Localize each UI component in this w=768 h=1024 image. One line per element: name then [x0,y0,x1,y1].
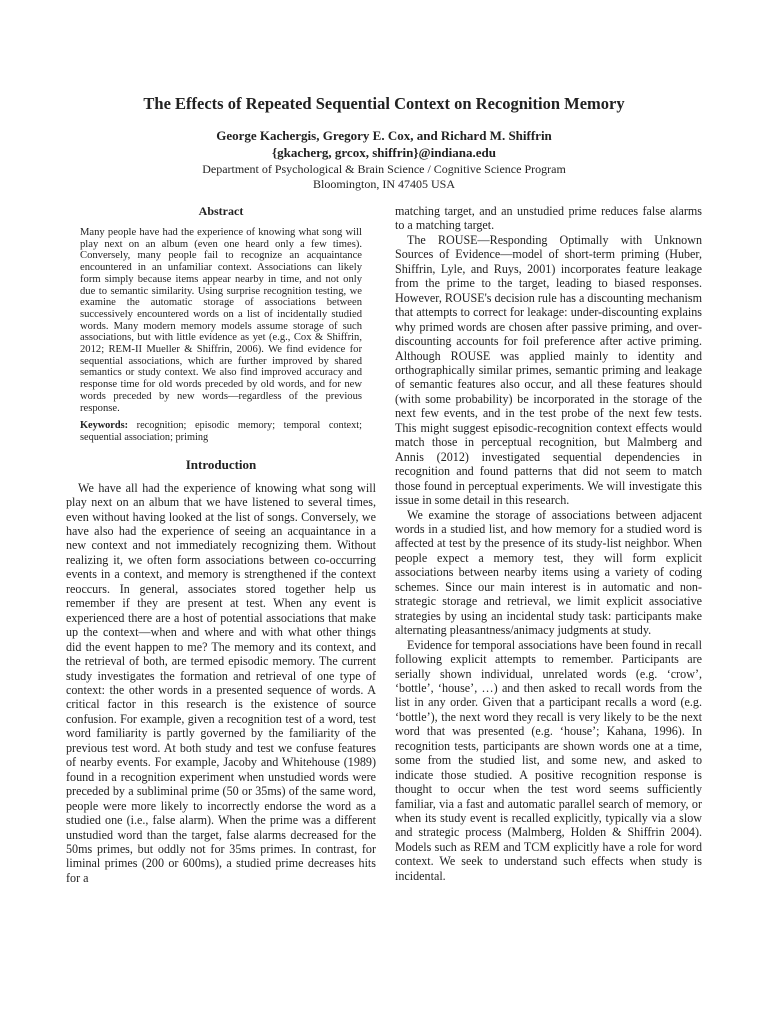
author-names: George Kachergis, Gregory E. Cox, and Richard M. Shiffrin [216,128,552,143]
affiliation-location: Bloomington, IN 47405 USA [312,177,455,191]
paper-title: The Effects of Repeated Sequential Context on Recognition Memory [143,94,625,113]
author-block [0,127,768,161]
abstract-heading: Abstract [198,204,244,218]
author-emails: {gkacherg, grcox, shiffrin}@indiana.edu [272,145,496,160]
left-column [66,204,376,885]
right-column [395,204,702,883]
intro-paragraph-continued: matching target, and an unstudied prime reduces false alarms to a matching target. [395,204,702,233]
intro-paragraph-1: We have all had the experience of knowing what song will play next on an album that we have listened to several times, even without having looked at the list of songs. Conversely, we have also had the experience of seeing an acquaintance in a new context and not immediately recognizing them. Without realizing it, we often form associations between co-occurring events in a context, and memory is strengthened if the context reoccurs. In general, associates stored together help us remember if they are present at test. When any event is experienced there are a host of potential associations that make up the context—when and where and with what other things did the event happen to me? The memory and its context, and the retrieval of both, are termed episodic memory. The current study investigates the formation and retrieval of one type of context: the other words in a presented sequence of words. A critical factor in this research is the existence of source confusion. For example, given a recognition test of a word, test word familiarity is partly governed by the familiarity of the previous test word. At both study and test we confuse features of nearby events. For example, Jacoby and Whitehouse (1989) found in a recognition experiment when unstudied words were preceded by a subliminal prime (50 or 35ms) of the same word, people were more likely to incorrectly endorse the word as a studied one (i.e., false alarm). When the prime was a different unstudied word than the target, false alarms decreased for the 50ms primes, but oddly not for 35ms primes. In contrast, for liminal primes (200 or 600ms), a studied prime decreases hits for a [66,480,376,885]
keywords-text: recognition; episodic memory; temporal context; sequential association; priming [80,420,362,443]
keywords [80,420,362,443]
intro-paragraph-rouse: The ROUSE—Responding Optimally with Unknown Sources of Evidence—model of short-term priming (Huber, Shiffrin, Lyle, and Ruys, 2001) incorporates feature leakage from the prime to the target, leading to biased responses. However, ROUSE's decision rule has a discounting mechanism that attempts to correct for leakage: under-discounting explains why primed words are chosen after passive priming, and over-discounting accounts for foil preference after active priming. Although ROUSE was applied mainly to identity and orthographically similar primes, semantic priming and leakage of semantic features also occur, and all these features should (with some probability) be incorporated in the storage of the next few events, and in the test probe of the next few tests. This might suggest episodic-recognition context effects would match those in perceptual recognition, but Malmberg and Annis (2012) investigated sequential dependencies in recognition and found patterns that did not seem to match those found in perceptual experiments. We will investigate this issue in some detail in this research. [395,232,702,508]
intro-paragraph-evidence: Evidence for temporal associations have been found in recall following explicit attempts to remember. Participants are serially shown individual, unrelated words (e.g. ‘crow’, ‘bottle’, ‘house’, …) and then asked to recall words from the list in any order. Given that a participant recalls a word (e.g. ‘bottle’), the next word they recall is very likely to be the next word that was presented (e.g. ‘house’; Kahana, 1996). In recognition tests, participants are shown words one at a time, some from the studied list, and some new, and asked to indicate those studied. A positive recognition response is thought to occur when the test word seems sufficiently familiar, via a fast and automatic parallel search of memory, or when its study event is recalled explicitly, typically via a slow and strategic process (Malmberg, Holden & Shiffrin 2004). Models such as REM and TCM explicitly have a role for word context. We seek to understand such effects when study is incidental. [395,637,702,883]
introduction-heading: Introduction [185,456,257,472]
abstract-text: Many people have had the experience of knowing what song will play next on an album (even one heard only a few times). Conversely, many people fail to recognize an acquaintance encountered in an unfamiliar context. Associations can likely form simply because items appear nearby in time, and not only due to semantic similarity. Using surprise recognition testing, we examine the automatic storage of associations between successively encountered words on a list of incidentally studied words. Many modern memory models assume storage of such associations, but with little evidence as yet (e.g., Cox & Shiffrin, 2012; REM-II Mueller & Shiffrin, 2006). We find evidence for sequential associations, which are further improved by shared semantics or study context. We also find improved accuracy and response time for old words preceded by old words, and for new words preceded by new words—regardless of the previous response. [80,227,362,414]
keywords-label: Keywords: [80,420,129,432]
intro-paragraph-storage: We examine the storage of associations between adjacent words in a studied list, and how memory for a studied word is affected at test by the presence of its study-list neighbor. When people expect a memory test, they will form explicit associations between nearby items using a variety of coding schemes. Since our main interest is in automatic and non-strategic storage and retrieval, we limit explicit associative strategies by using an incidental study task: participants make alternating pleasantness/animacy judgments at study. [395,507,702,638]
affiliation-department: Department of Psychological & Brain Science / Cognitive Science Program [202,162,566,176]
affiliation-block [0,162,768,192]
